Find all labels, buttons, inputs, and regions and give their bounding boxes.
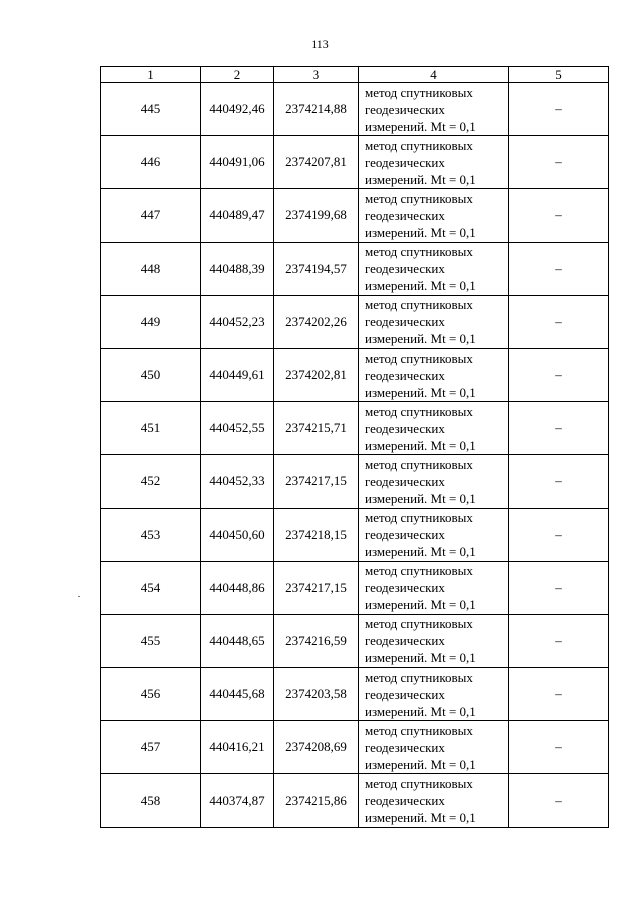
column-header: 5 — [509, 67, 609, 83]
x-coordinate-cell: 440488,39 — [201, 242, 274, 295]
method-text-line: метод спутниковых — [365, 510, 473, 526]
table-row — [101, 721, 609, 774]
method-cell — [359, 774, 509, 827]
method-text-line: геодезических — [365, 367, 445, 383]
table-row — [101, 774, 609, 827]
column-header: 3 — [274, 67, 359, 83]
method-text-line: геодезических — [365, 793, 445, 809]
point-number-cell: 454 — [101, 561, 201, 614]
table-row — [101, 83, 609, 136]
method-text-line: измерений. Mt = 0,1 — [365, 437, 476, 453]
note-cell: – — [509, 668, 609, 721]
point-number-cell: 447 — [101, 189, 201, 242]
method-cell — [359, 83, 509, 136]
table-row — [101, 455, 609, 508]
method-text-line: измерений. Mt = 0,1 — [365, 703, 476, 719]
table-row — [101, 614, 609, 667]
method-text-line: геодезических — [365, 420, 445, 436]
method-cell — [359, 561, 509, 614]
point-number-cell: 445 — [101, 83, 201, 136]
y-coordinate-cell: 2374214,88 — [274, 83, 359, 136]
method-cell — [359, 348, 509, 401]
method-text-line: геодезических — [365, 473, 445, 489]
note-cell: – — [509, 721, 609, 774]
method-text-line: метод спутниковых — [365, 244, 473, 260]
y-coordinate-cell: 2374218,15 — [274, 508, 359, 561]
column-header: 2 — [201, 67, 274, 83]
x-coordinate-cell: 440492,46 — [201, 83, 274, 136]
x-coordinate-cell: 440450,60 — [201, 508, 274, 561]
method-text-line: измерений. Mt = 0,1 — [365, 810, 476, 826]
y-coordinate-cell: 2374215,71 — [274, 402, 359, 455]
point-number-cell: 456 — [101, 668, 201, 721]
method-text-line: измерений. Mt = 0,1 — [365, 118, 476, 134]
method-text-line: измерений. Mt = 0,1 — [365, 171, 476, 187]
table-row — [101, 348, 609, 401]
method-text-line: метод спутниковых — [365, 297, 473, 313]
coordinates-table — [100, 66, 609, 828]
note-cell: – — [509, 242, 609, 295]
page-number: 113 — [311, 37, 329, 51]
x-coordinate-cell: 440416,21 — [201, 721, 274, 774]
method-text-line: метод спутниковых — [365, 722, 473, 738]
method-text-line: измерений. Mt = 0,1 — [365, 224, 476, 240]
method-text-line: метод спутниковых — [365, 563, 473, 579]
table-body — [101, 83, 609, 828]
x-coordinate-cell: 440448,65 — [201, 614, 274, 667]
y-coordinate-cell: 2374207,81 — [274, 136, 359, 189]
point-number-cell: 455 — [101, 614, 201, 667]
note-cell: – — [509, 348, 609, 401]
point-number-cell: 449 — [101, 295, 201, 348]
note-cell: – — [509, 508, 609, 561]
method-cell — [359, 508, 509, 561]
method-cell — [359, 455, 509, 508]
method-text-line: измерений. Mt = 0,1 — [365, 544, 476, 560]
x-coordinate-cell: 440452,23 — [201, 295, 274, 348]
note-cell: – — [509, 455, 609, 508]
method-text-line: геодезических — [365, 686, 445, 702]
point-number-cell: 448 — [101, 242, 201, 295]
column-header: 1 — [101, 67, 201, 83]
point-number-cell: 458 — [101, 774, 201, 827]
y-coordinate-cell: 2374216,59 — [274, 614, 359, 667]
method-text-line: измерений. Mt = 0,1 — [365, 650, 476, 666]
method-text-line: метод спутниковых — [365, 350, 473, 366]
y-coordinate-cell: 2374203,58 — [274, 668, 359, 721]
y-coordinate-cell: 2374202,81 — [274, 348, 359, 401]
y-coordinate-cell: 2374215,86 — [274, 774, 359, 827]
table-row — [101, 242, 609, 295]
point-number-cell: 452 — [101, 455, 201, 508]
method-text-line: геодезических — [365, 207, 445, 223]
method-text-line: измерений. Mt = 0,1 — [365, 384, 476, 400]
note-cell: – — [509, 402, 609, 455]
x-coordinate-cell: 440491,06 — [201, 136, 274, 189]
method-text-line: метод спутниковых — [365, 403, 473, 419]
y-coordinate-cell: 2374202,26 — [274, 295, 359, 348]
method-text-line: геодезических — [365, 154, 445, 170]
point-number-cell: 457 — [101, 721, 201, 774]
method-cell — [359, 242, 509, 295]
method-cell — [359, 295, 509, 348]
method-cell — [359, 668, 509, 721]
column-header: 4 — [359, 67, 509, 83]
table-row — [101, 668, 609, 721]
method-text-line: метод спутниковых — [365, 776, 473, 792]
note-cell: – — [509, 189, 609, 242]
x-coordinate-cell: 440449,61 — [201, 348, 274, 401]
table-row — [101, 295, 609, 348]
note-cell: – — [509, 83, 609, 136]
margin-mark — [78, 596, 80, 597]
method-text-line: геодезических — [365, 101, 445, 117]
y-coordinate-cell: 2374199,68 — [274, 189, 359, 242]
method-cell — [359, 614, 509, 667]
x-coordinate-cell: 440448,86 — [201, 561, 274, 614]
note-cell: – — [509, 136, 609, 189]
method-text-line: измерений. Mt = 0,1 — [365, 331, 476, 347]
x-coordinate-cell: 440445,68 — [201, 668, 274, 721]
method-text-line: геодезических — [365, 633, 445, 649]
y-coordinate-cell: 2374208,69 — [274, 721, 359, 774]
method-text-line: измерений. Mt = 0,1 — [365, 490, 476, 506]
method-text-line: метод спутниковых — [365, 616, 473, 632]
table-header-row — [101, 67, 609, 83]
note-cell: – — [509, 614, 609, 667]
table-row — [101, 508, 609, 561]
method-text-line: геодезических — [365, 580, 445, 596]
method-cell — [359, 402, 509, 455]
point-number-cell: 453 — [101, 508, 201, 561]
method-text-line: метод спутниковых — [365, 84, 473, 100]
method-cell — [359, 189, 509, 242]
note-cell: – — [509, 295, 609, 348]
table-row — [101, 189, 609, 242]
method-cell — [359, 136, 509, 189]
point-number-cell: 446 — [101, 136, 201, 189]
y-coordinate-cell: 2374194,57 — [274, 242, 359, 295]
method-text-line: геодезических — [365, 739, 445, 755]
method-text-line: метод спутниковых — [365, 190, 473, 206]
method-text-line: измерений. Mt = 0,1 — [365, 597, 476, 613]
method-text-line: геодезических — [365, 527, 445, 543]
method-text-line: геодезических — [365, 261, 445, 277]
table-row — [101, 136, 609, 189]
table-row — [101, 561, 609, 614]
method-text-line: метод спутниковых — [365, 669, 473, 685]
point-number-cell: 451 — [101, 402, 201, 455]
y-coordinate-cell: 2374217,15 — [274, 561, 359, 614]
method-text-line: измерений. Mt = 0,1 — [365, 278, 476, 294]
x-coordinate-cell: 440374,87 — [201, 774, 274, 827]
method-text-line: метод спутниковых — [365, 137, 473, 153]
method-text-line: метод спутниковых — [365, 456, 473, 472]
point-number-cell: 450 — [101, 348, 201, 401]
method-text-line: геодезических — [365, 314, 445, 330]
x-coordinate-cell: 440489,47 — [201, 189, 274, 242]
x-coordinate-cell: 440452,55 — [201, 402, 274, 455]
note-cell: – — [509, 774, 609, 827]
table-row — [101, 402, 609, 455]
method-cell — [359, 721, 509, 774]
method-text-line: измерений. Mt = 0,1 — [365, 756, 476, 772]
x-coordinate-cell: 440452,33 — [201, 455, 274, 508]
note-cell: – — [509, 561, 609, 614]
y-coordinate-cell: 2374217,15 — [274, 455, 359, 508]
